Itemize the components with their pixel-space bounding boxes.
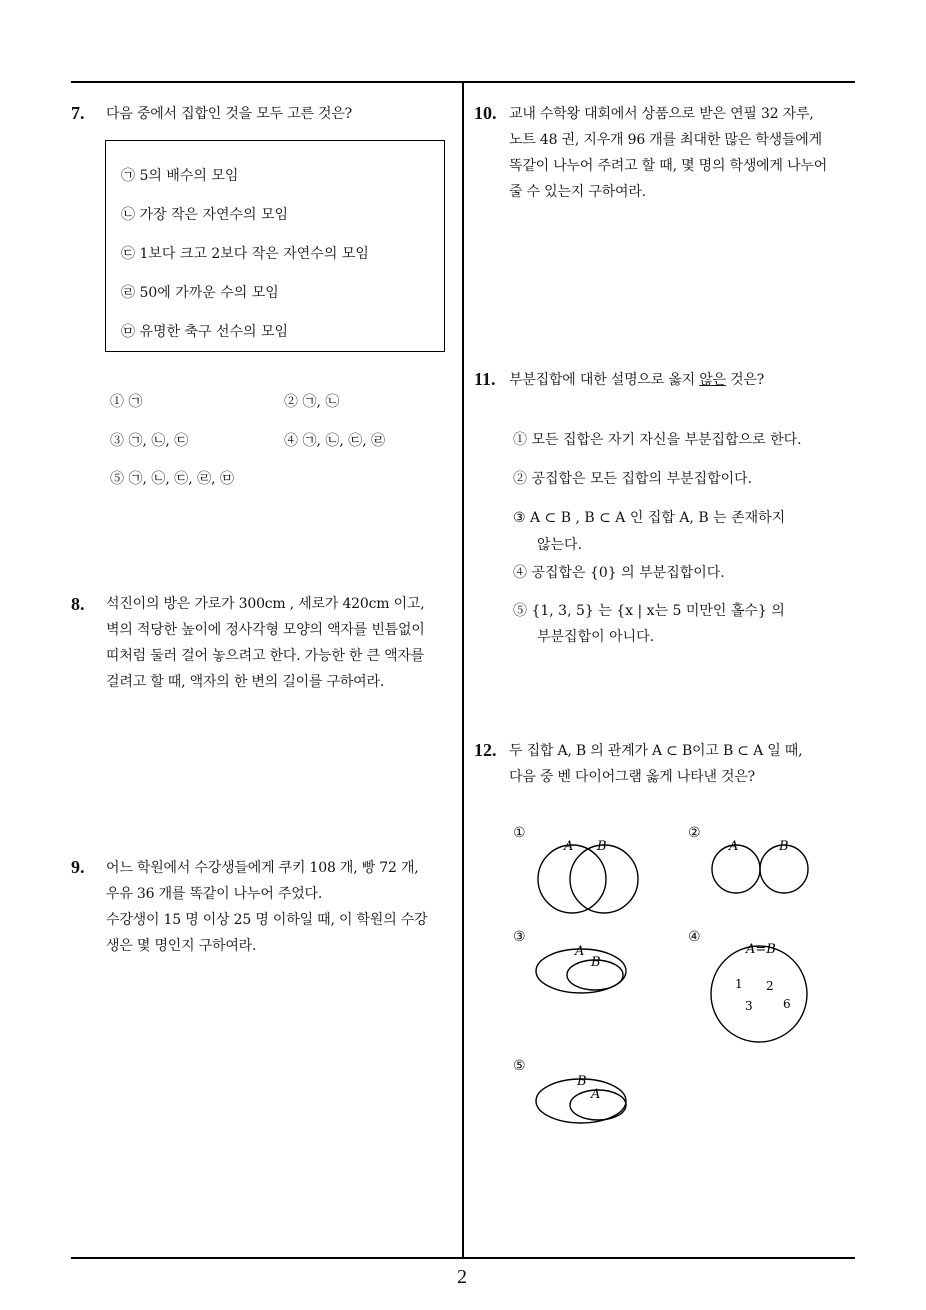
question-text: 다음 중에서 집합인 것을 모두 고른 것은? [106, 106, 352, 122]
emphasis-underline: 않은 [699, 372, 726, 388]
element-label: 1 [735, 977, 743, 991]
condition-item: ㉢ 1보다 크고 2보다 작은 자연수의 모임 [121, 246, 369, 262]
question-text [106, 855, 458, 959]
text-line: 교내 수학왕 대회에서 상품으로 받은 연필 32 자루, [509, 106, 814, 122]
text-line: 수강생이 15 명 이상 25 명 이하일 때, 이 학원의 수강 [106, 912, 428, 928]
text-line: 생은 몇 명인지 구하여라. [106, 938, 257, 954]
answer-choice[interactable]: ④ 공집합은 {0} 의 부분집합이다. [513, 565, 725, 581]
text-line: 벽의 적당한 높이에 정사각형 모양의 액자를 빈틈없이 [106, 622, 425, 638]
question-number: 8. [71, 594, 85, 614]
question-number: 11. [474, 369, 496, 389]
venn-diagram-3 [533, 938, 638, 998]
venn-diagram-5 [533, 1068, 638, 1128]
answer-choice-continuation: 부분집합이 아니다. [537, 629, 655, 645]
answer-choice[interactable]: ③ ㉠, ㉡, ㉢ [110, 433, 189, 449]
question-text [509, 101, 859, 205]
set-a-label: A [591, 1087, 601, 1102]
text-line: 똑같이 나누어 주려고 할 때, 몇 명의 학생에게 나누어 [509, 158, 828, 174]
answer-choice[interactable]: ② ㉠, ㉡ [284, 394, 340, 410]
condition-item: ㉠ 5의 배수의 모임 [121, 168, 239, 184]
text-line: 노트 48 권, 지우개 96 개를 최대한 많은 학생들에게 [509, 132, 822, 148]
set-a-label: A [729, 839, 739, 854]
question-number: 12. [474, 740, 497, 760]
text-line: 어느 학원에서 수강생들에게 쿠키 108 개, 빵 72 개, [106, 860, 419, 876]
set-b-label: B [591, 955, 601, 970]
element-label: 6 [783, 997, 791, 1011]
venn-diagram-4 [708, 938, 813, 1043]
option-label[interactable]: ③ [513, 929, 526, 945]
option-label[interactable]: ⑤ [513, 1058, 526, 1074]
set-a-label: A [564, 839, 574, 854]
set-ab-circle [711, 946, 807, 1042]
set-b-label: B [779, 839, 789, 854]
option-label[interactable]: ① [513, 825, 526, 841]
question-number: 10. [474, 103, 497, 123]
condition-item: ㉤ 유명한 축구 선수의 모임 [121, 324, 289, 340]
text-line: 우유 36 개를 똑같이 나누어 주었다. [106, 886, 323, 902]
question-text [106, 591, 458, 695]
set-a-label: A [575, 944, 585, 959]
answer-choice[interactable]: ④ ㉠, ㉡, ㉢, ㉣ [284, 433, 386, 449]
answer-choice[interactable]: ⑤ {1, 3, 5} 는 {x | x는 5 미만인 홀수} 의 [513, 603, 785, 619]
answer-choice[interactable]: ③ A ⊂ B , B ⊂ A 인 집합 A, B 는 존재하지 [513, 510, 786, 526]
answer-choice[interactable]: ⑤ ㉠, ㉡, ㉢, ㉣, ㉤ [110, 471, 235, 487]
question-text: 부분집합에 대한 설명으로 옳지 않은 것은? [509, 372, 765, 388]
text-line: 석진이의 방은 가로가 300cm , 세로가 420cm 이고, [106, 596, 425, 612]
venn-diagram-1 [530, 835, 645, 920]
set-b-label: B [577, 1074, 587, 1089]
text-line: 줄 수 있는지 구하여라. [509, 184, 646, 200]
text-line: 띠처럼 둘러 걸어 놓으려고 한다. 가능한 한 큰 액자를 [106, 648, 425, 664]
element-label: 3 [745, 999, 753, 1013]
answer-choice[interactable]: ② 공집합은 모든 집합의 부분집합이다. [513, 471, 753, 487]
question-text [509, 738, 859, 790]
venn-diagram-2 [705, 835, 815, 900]
answer-choice[interactable]: ① 모든 집합은 자기 자신을 부분집합으로 한다. [513, 432, 802, 448]
set-b-circle [570, 845, 638, 913]
text-line: 두 집합 A, B 의 관계가 A ⊂ B이고 B ⊂ A 일 때, [509, 743, 803, 759]
text-line: 다음 중 벤 다이어그램 옳게 나타낸 것은? [509, 769, 755, 785]
column-divider [462, 82, 464, 1258]
question-number: 7. [71, 103, 85, 123]
option-label[interactable]: ② [688, 825, 701, 841]
option-label[interactable]: ④ [688, 929, 701, 945]
element-label: 2 [766, 979, 774, 993]
question-number: 9. [71, 857, 85, 877]
page-number: 2 [457, 1266, 467, 1288]
condition-item: ㉣ 50에 가까운 수의 모임 [121, 285, 279, 301]
condition-item: ㉡ 가장 작은 자연수의 모임 [121, 207, 289, 223]
set-b-label: B [597, 839, 607, 854]
set-a-circle [538, 845, 606, 913]
text-line: 걸려고 할 때, 액자의 한 변의 길이를 구하여라. [106, 674, 385, 690]
answer-choice-continuation: 않는다. [537, 537, 583, 553]
answer-choice[interactable]: ① ㉠ [110, 394, 143, 410]
set-ab-label: A=B [746, 942, 776, 957]
